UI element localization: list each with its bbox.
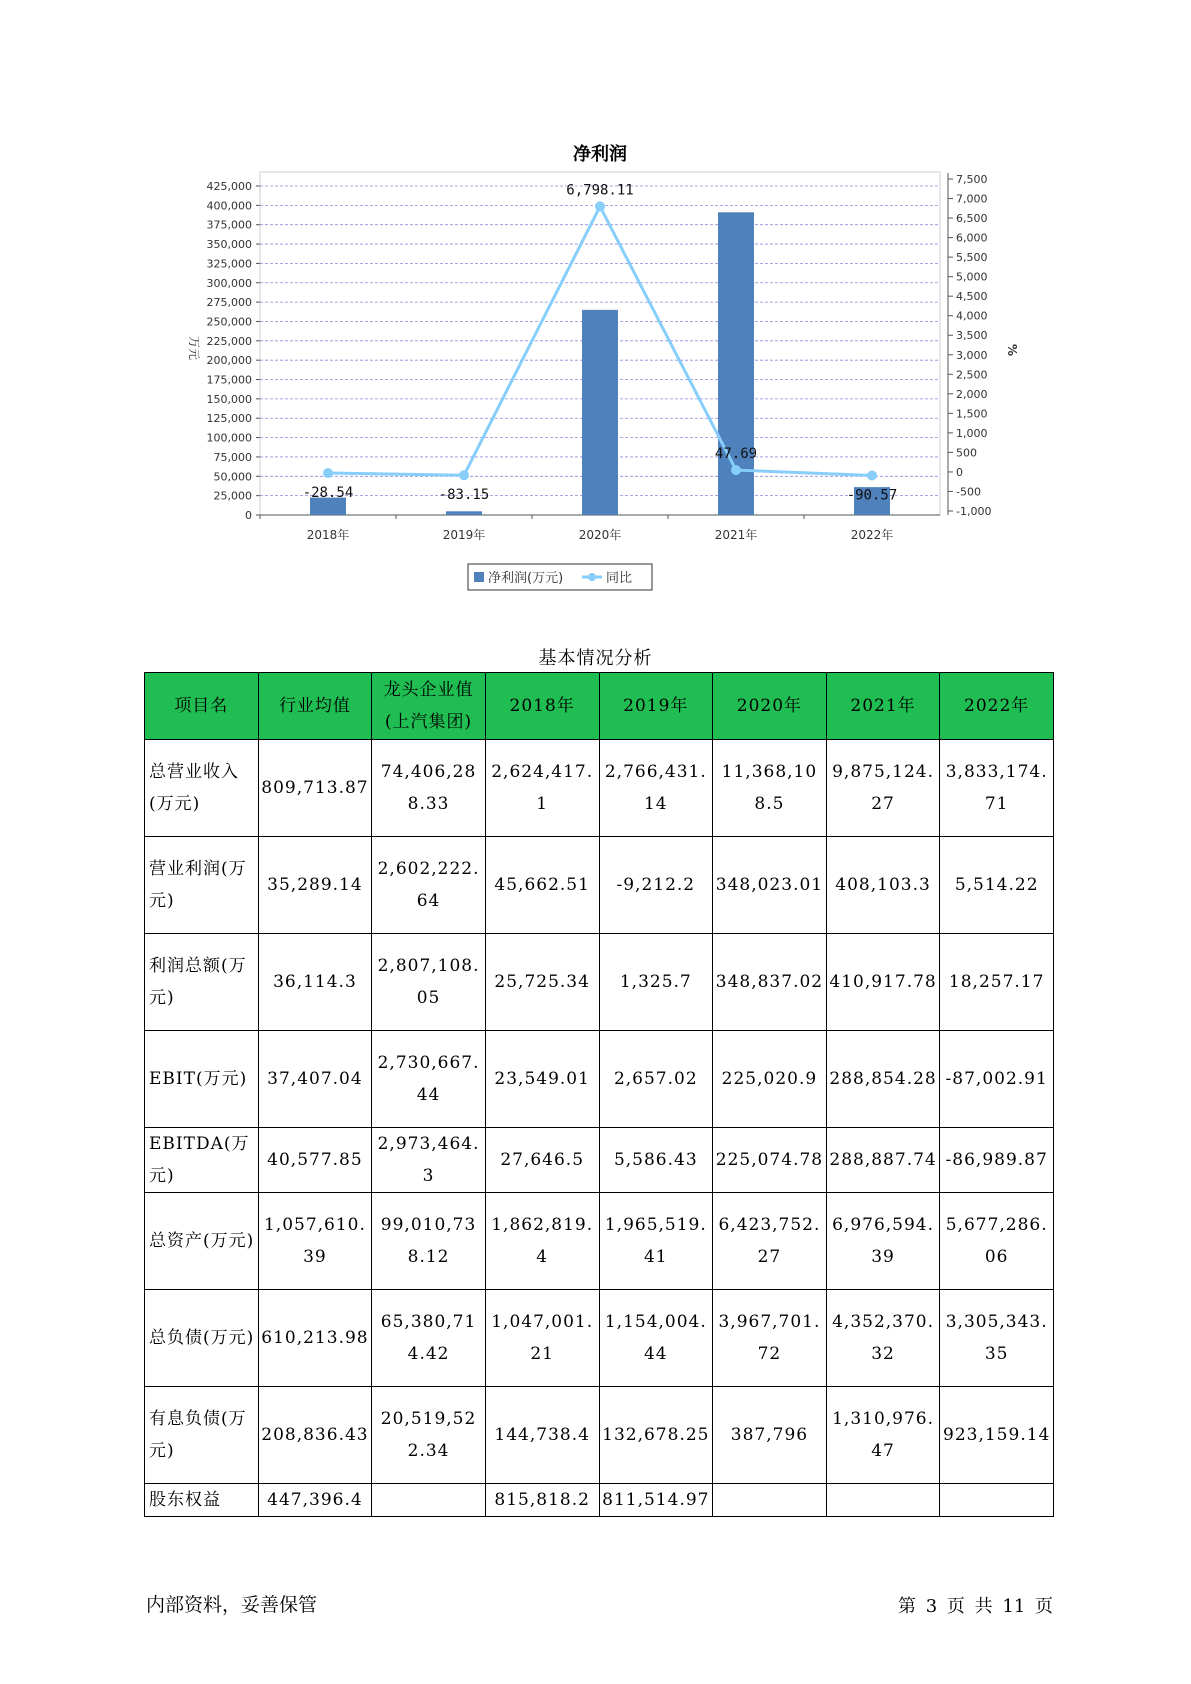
table-cell: 25,725.34 (485, 934, 599, 1031)
table-row (145, 1484, 1054, 1517)
yoy-point (595, 201, 605, 211)
table-cell: 225,020.9 (713, 1031, 827, 1128)
row-label: 总负债(万元) (145, 1290, 259, 1387)
y2-tick-label: 6,500 (956, 212, 988, 226)
y-tick-label: 50,000 (213, 470, 252, 484)
table-cell: 132,678.25 (599, 1387, 713, 1484)
table-cell: 1,310,976.47 (826, 1387, 940, 1484)
chart-canvas (170, 138, 1030, 598)
yoy-data-label: 47.69 (714, 446, 758, 463)
table-row (145, 1290, 1054, 1387)
table-cell: 2,973,464.3 (372, 1128, 486, 1193)
legend-bar-label: 净利润(万元) (488, 571, 564, 586)
table-cell: 815,818.2 (485, 1484, 599, 1517)
table-cell (826, 1484, 940, 1517)
table-cell: 6,423,752.27 (713, 1193, 827, 1290)
y-tick-label: 125,000 (206, 412, 252, 426)
yoy-data-label: -83.15 (438, 487, 490, 504)
table-cell: 37,407.04 (258, 1031, 372, 1128)
table-cell: 1,325.7 (599, 934, 713, 1031)
table-cell: 387,796 (713, 1387, 827, 1484)
table-cell: 5,586.43 (599, 1128, 713, 1193)
y2-tick-label: 4,500 (956, 290, 988, 304)
y2-tick-label: 3,500 (956, 329, 988, 343)
y2-tick-label: 7,000 (956, 192, 988, 206)
table-cell: 2,657.02 (599, 1031, 713, 1128)
y2-tick-label: 6,000 (956, 231, 988, 245)
table-cell: 36,114.3 (258, 934, 372, 1031)
basic-analysis-table (144, 672, 1054, 1517)
y-tick-label: 0 (245, 509, 252, 522)
table-row (145, 837, 1054, 934)
y-tick-label: 425,000 (206, 180, 252, 193)
table-row (145, 1031, 1054, 1128)
row-label: 利润总额(万元) (145, 934, 259, 1031)
header-cell: 2020年 (713, 673, 827, 740)
table-cell: 9,875,124.27 (826, 740, 940, 837)
table-cell: 1,862,819.4 (485, 1193, 599, 1290)
table-row (145, 1387, 1054, 1484)
y-tick-label: 400,000 (206, 199, 252, 213)
y-tick-label: 250,000 (206, 315, 252, 329)
table-cell: 809,713.87 (258, 740, 372, 837)
y2-tick-label: 2,000 (956, 387, 988, 401)
table-cell: 447,396.4 (258, 1484, 372, 1517)
table-cell: -87,002.91 (940, 1031, 1054, 1128)
row-label: EBIT(万元) (145, 1031, 259, 1128)
y-tick-label: 75,000 (213, 450, 252, 464)
table-row (145, 1193, 1054, 1290)
table-cell: 3,967,701.72 (713, 1290, 827, 1387)
y2-tick-label: 500 (956, 446, 977, 460)
table-cell: 144,738.4 (485, 1387, 599, 1484)
table-cell: 1,057,610.39 (258, 1193, 372, 1290)
y2-tick-label: -500 (956, 485, 981, 499)
table-cell: 410,917.78 (826, 934, 940, 1031)
table-cell (372, 1484, 486, 1517)
table-cell: 2,807,108.05 (372, 934, 486, 1031)
yoy-point (323, 468, 333, 478)
table-cell: 18,257.17 (940, 934, 1054, 1031)
y2-axis-label: % (1005, 343, 1019, 357)
y2-tick-label: 1,000 (956, 426, 988, 440)
yoy-data-label: 6,798.11 (566, 182, 634, 199)
table-caption: 基本情况分析 (538, 648, 653, 669)
table-cell: 99,010,738.12 (372, 1193, 486, 1290)
legend-line-label: 同比 (606, 571, 633, 586)
table-cell: 288,854.28 (826, 1031, 940, 1128)
footer-page-number: 第 3 页 共 11 页 (898, 1596, 1053, 1617)
table-cell: 2,766,431.14 (599, 740, 713, 837)
row-label: 营业利润(万元) (145, 837, 259, 934)
y2-tick-label: 3,000 (956, 348, 988, 362)
table-cell: 2,730,667.44 (372, 1031, 486, 1128)
y-tick-label: 100,000 (206, 431, 252, 445)
table-cell: 45,662.51 (485, 837, 599, 934)
table-cell: 3,305,343.35 (940, 1290, 1054, 1387)
yoy-data-label: -28.54 (302, 485, 354, 502)
header-cell: 2021年 (826, 673, 940, 740)
bar-2020年 (582, 310, 618, 515)
y2-tick-label: 7,500 (956, 173, 988, 186)
x-tick-label: 2018年 (306, 528, 350, 542)
y-tick-label: 375,000 (206, 218, 252, 232)
y-tick-label: 300,000 (206, 276, 252, 290)
table-cell: 348,837.02 (713, 934, 827, 1031)
row-label: 有息负债(万元) (145, 1387, 259, 1484)
table-cell: 4,352,370.32 (826, 1290, 940, 1387)
chart-title: 净利润 (573, 144, 627, 165)
x-tick-label: 2020年 (578, 528, 622, 542)
table-row (145, 1128, 1054, 1193)
table-cell: 811,514.97 (599, 1484, 713, 1517)
header-cell: 2019年 (599, 673, 713, 740)
table-cell: 5,514.22 (940, 837, 1054, 934)
table-cell: 35,289.14 (258, 837, 372, 934)
table-cell: 3,833,174.71 (940, 740, 1054, 837)
table-cell: 408,103.3 (826, 837, 940, 934)
yoy-data-label: -90.57 (846, 487, 898, 504)
table-cell: 208,836.43 (258, 1387, 372, 1484)
y2-tick-label: 4,000 (956, 309, 988, 323)
x-tick-label: 2019年 (442, 528, 486, 542)
y-tick-label: 25,000 (213, 489, 252, 503)
table-row (145, 740, 1054, 837)
row-label: 总营业收入(万元) (145, 740, 259, 837)
yoy-point (731, 465, 741, 475)
table-cell: 225,074.78 (713, 1128, 827, 1193)
y2-tick-label: 1,500 (956, 407, 988, 421)
header-cell: 2018年 (485, 673, 599, 740)
table-header-row (145, 673, 1054, 740)
yoy-point (867, 470, 877, 480)
table-cell: 6,976,594.39 (826, 1193, 940, 1290)
header-cell: 行业均值 (258, 673, 372, 740)
y-tick-label: 225,000 (206, 334, 252, 348)
x-tick-label: 2021年 (714, 528, 758, 542)
row-label: 总资产(万元) (145, 1193, 259, 1290)
table-cell: 65,380,714.42 (372, 1290, 486, 1387)
y-tick-label: 150,000 (206, 392, 252, 406)
table-cell: -9,212.2 (599, 837, 713, 934)
y2-tick-label: 5,000 (956, 270, 988, 284)
table-cell: 348,023.01 (713, 837, 827, 934)
table-cell: 2,624,417.1 (485, 740, 599, 837)
table-cell: 288,887.74 (826, 1128, 940, 1193)
y-tick-label: 275,000 (206, 296, 252, 310)
table-cell: 1,047,001.21 (485, 1290, 599, 1387)
legend-bar-swatch (474, 572, 484, 582)
table-cell (713, 1484, 827, 1517)
table-cell: 1,965,519.41 (599, 1193, 713, 1290)
y2-tick-label: 5,500 (956, 251, 988, 265)
table-cell: 27,646.5 (485, 1128, 599, 1193)
table-row (145, 934, 1054, 1031)
table-cell: 5,677,286.06 (940, 1193, 1054, 1290)
y-axis-label: 万元 (187, 335, 201, 361)
table-cell: 11,368,108.5 (713, 740, 827, 837)
yoy-point (459, 470, 469, 480)
table-cell: 40,577.85 (258, 1128, 372, 1193)
table-cell: 2,602,222.64 (372, 837, 486, 934)
y-tick-label: 350,000 (206, 238, 252, 252)
row-label: EBITDA(万元) (145, 1128, 259, 1193)
bar-2019年 (446, 511, 482, 515)
y-tick-label: 200,000 (206, 354, 252, 368)
y2-tick-label: 0 (956, 465, 963, 479)
x-tick-label: 2022年 (850, 528, 894, 542)
table-cell: -86,989.87 (940, 1128, 1054, 1193)
header-cell: 龙头企业值(上汽集团) (372, 673, 486, 740)
table-cell: 20,519,522.34 (372, 1387, 486, 1484)
header-cell: 项目名 (145, 673, 259, 740)
legend-line-marker (588, 573, 596, 581)
table-cell: 74,406,288.33 (372, 740, 486, 837)
table-cell: 610,213.98 (258, 1290, 372, 1387)
row-label: 股东权益 (145, 1484, 259, 1517)
table-cell (940, 1484, 1054, 1517)
table-cell: 23,549.01 (485, 1031, 599, 1128)
header-cell: 2022年 (940, 673, 1054, 740)
y2-tick-label: -1,000 (956, 505, 992, 518)
y-tick-label: 175,000 (206, 373, 252, 387)
y2-tick-label: 2,500 (956, 368, 988, 382)
net-profit-chart (170, 138, 1030, 598)
table-cell: 923,159.14 (940, 1387, 1054, 1484)
footer-confidential-note: 内部资料，妥善保管 (146, 1594, 318, 1616)
y-tick-label: 325,000 (206, 257, 252, 271)
table-cell: 1,154,004.44 (599, 1290, 713, 1387)
